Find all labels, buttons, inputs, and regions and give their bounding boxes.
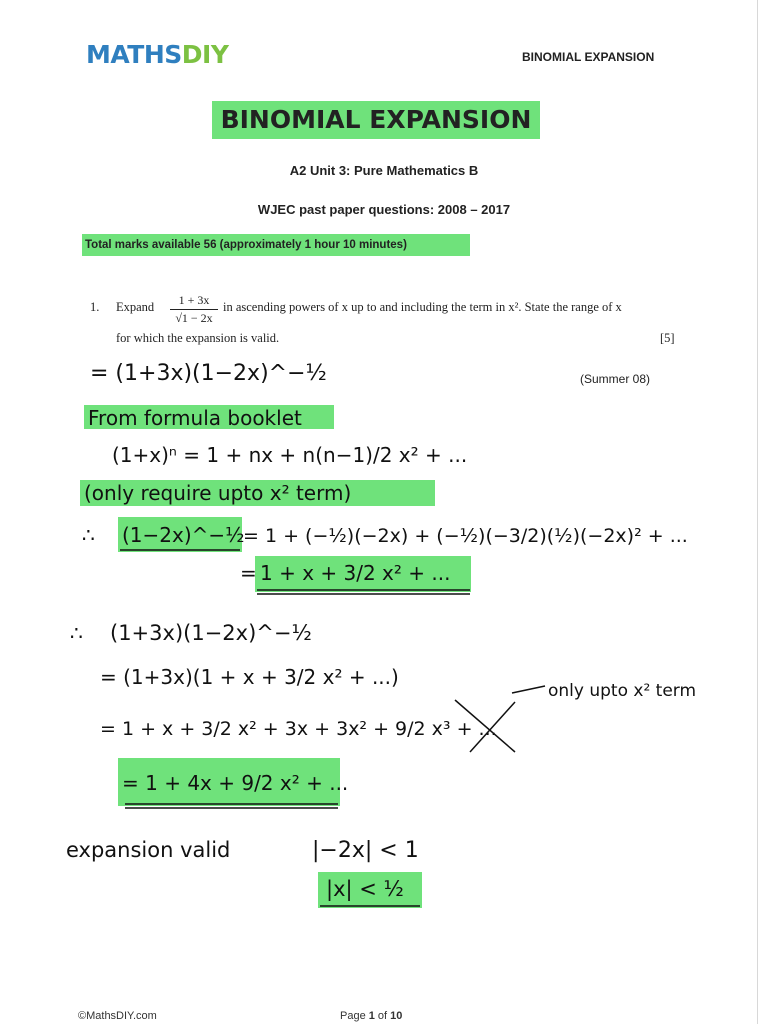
running-header: BINOMIAL EXPANSION: [522, 50, 655, 64]
validity-label: expansion valid: [66, 838, 231, 862]
annotation: only upto x² term: [548, 681, 697, 701]
page-current: 1: [368, 1010, 375, 1022]
substitution-line: = (1+3x)(1 + x + 3/2 x² + ...): [100, 665, 399, 689]
fraction-denominator: √1 − 2x: [175, 311, 213, 325]
validity-result: |x| < ½: [326, 877, 404, 901]
logo-maths-end: S: [164, 40, 182, 69]
question-text: in ascending powers of x up to and including the term in x². State the range of x: [223, 300, 622, 314]
question-marks: [5]: [660, 331, 675, 345]
product-line: (1+3x)(1−2x)^−½: [110, 621, 312, 645]
therefore-symbol: ∴: [82, 523, 95, 547]
page-of: of: [374, 1010, 391, 1022]
validity-inequality: |−2x| < 1: [312, 838, 419, 863]
formula-line: (1+x)ⁿ = 1 + nx + n(n−1)/2 x² + ...: [112, 443, 468, 467]
source-subtitle: WJEC past paper questions: 2008 – 2017: [257, 202, 511, 217]
expansion-line: = 1 + x + 3/2 x² + 3x + 3x² + 9/2 x³ + ...: [100, 718, 497, 740]
marks-banner: Total marks available 56 (approximately 1 hour 10 minutes): [82, 234, 470, 256]
therefore-symbol-2: ∴: [70, 621, 83, 645]
step-rhs: = 1 + (−½)(−2x) + (−½)(−3/2)(½)(−2x)² + ...: [243, 525, 688, 547]
logo-maths-part: MAT: [86, 40, 144, 69]
step-equals: =: [240, 561, 257, 585]
note-line: (only require upto x² term): [84, 481, 352, 505]
page-total: 10: [390, 1010, 403, 1022]
page-prefix: Page: [340, 1010, 369, 1022]
footer-copyright: ©MathsDIY.com: [78, 1010, 157, 1022]
formula-heading: From formula booklet: [88, 406, 302, 430]
question-number: 1.: [90, 300, 100, 314]
question-text-line2: for which the expansion is valid.: [116, 331, 280, 345]
footer-page-number: [340, 1010, 402, 1022]
annotation-arrow-icon: [512, 686, 545, 693]
working-line1: = (1+3x)(1−2x)^−½: [90, 361, 327, 386]
page-title: BINOMIAL EXPANSION: [212, 101, 540, 139]
logo-maths-mark: H: [143, 40, 165, 69]
logo-diy-part: DIY: [181, 40, 229, 69]
unit-subtitle: A2 Unit 3: Pure Mathematics B: [289, 163, 479, 178]
fraction-numerator: 1 + 3x: [178, 293, 210, 307]
step-result: 1 + x + 3/2 x² + ...: [260, 561, 451, 585]
step-lhs: (1−2x)^−½: [122, 523, 245, 547]
question-expand-word: Expand: [116, 300, 155, 314]
question-source: (Summer 08): [580, 372, 651, 386]
final-answer: = 1 + 4x + 9/2 x² + ...: [122, 771, 349, 795]
